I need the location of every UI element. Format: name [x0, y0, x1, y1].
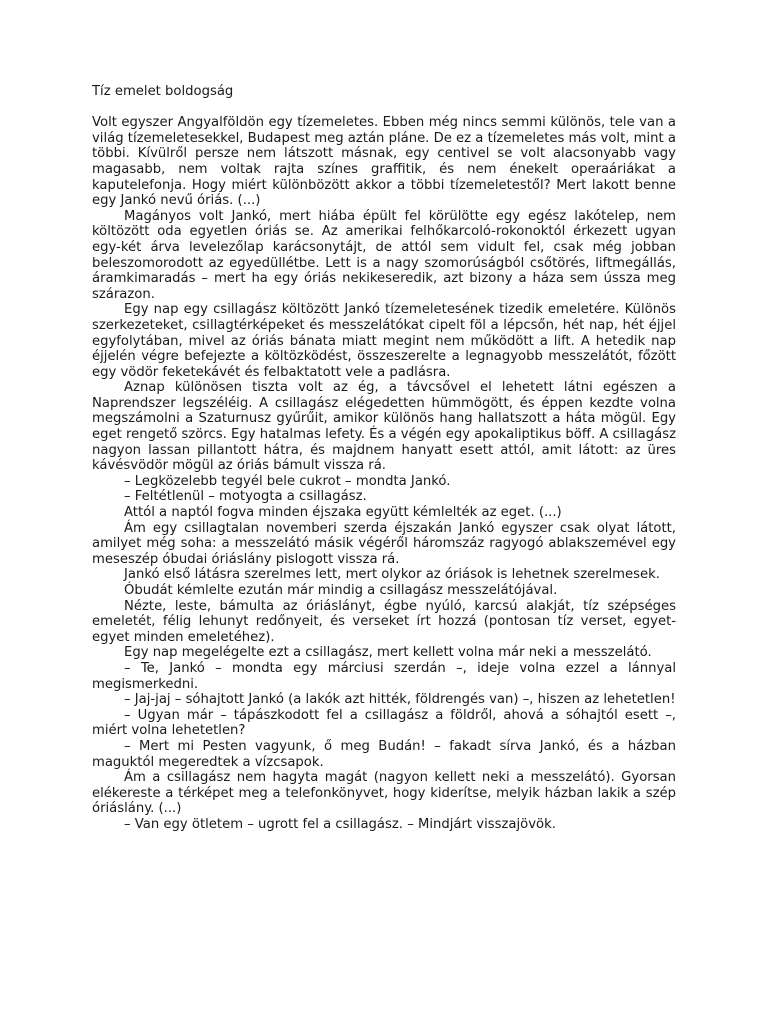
paragraph: Magányos volt Jankó, mert hiába épült fel körülötte egy egész lakótelep, nem költözött oda egyetlen óriás se. Az amerikai felhőkarcoló-rokonoktól érkezett ugyan egy-két árva levelezőlap karácsonytájt, de attól sem vidult fel, csak még jobban beleszomorodott az egyedüllétbe. Lett is a nagy szomorúságból csőtörés, liftmegállás, áramkimaradás – mert ha egy óriás nekikeseredik, azt bizony a háza sem ússza meg szárazon.	[92, 208, 676, 302]
document-body	[92, 84, 676, 833]
paragraph: Volt egyszer Angyalföldön egy tízemeletes. Ebben még nincs semmi különös, tele van a világ tízemeletesekkel, Budapest meg aztán pláne. De ez a tízemeletes más volt, mint a többi. Kívülről persze nem látszott másnak, egy centivel se volt alacsonyabb vagy magasabb, nem voltak rajta színes graffitik, és nem énekelt operaáriákat a kaputelefonja. Hogy miért különbözött akkor a többi tízemeletestől? Mert lakott benne egy Jankó nevű óriás. (...)	[92, 115, 676, 209]
paragraph: Attól a naptól fogva minden éjszaka együtt kémlelték az eget. (...)	[124, 505, 562, 521]
paragraph: Ám egy csillagtalan novemberi szerda éjszakán Jankó egyszer csak olyat látott, amilyet még soha: a messzelátó másik végéről háromszáz ragyogó ablakszemével egy meseszép óbudai óriáslány pislogott vissza rá.	[92, 520, 676, 567]
paragraph: – Van egy ötletem – ugrott fel a csillagász. – Mindjárt visszajövök.	[124, 816, 556, 832]
paragraph: – Ugyan már – tápászkodott fel a csillagász a földről, ahová a sóhajtól esett –, miért volna lehetetlen?	[92, 707, 676, 739]
paragraph: Aznap különösen tiszta volt az ég, a távcsővel el lehetett látni egészen a Naprendszer legszéléig. A csillagász elégedetten hümmögött, és éppen kezdte volna megszámolni a Szaturnusz gyűrűit, amikor különös hang hallatszott a háta mögül. Egy eget rengető szörcs. Egy hatalmas lefety. És a végén egy apokaliptikus böff. A csillagász nagyon lassan pillantott hátra, és majdnem hanyatt esett attól, amit látott: az üres kávésvödör mögül az óriás bámult vissza rá.	[92, 380, 676, 474]
paragraph: Nézte, leste, bámulta az óriáslányt, égbe nyúló, karcsú alakját, tíz szépséges emeletét, félig lehunyt redőnyeit, és verseket írt hozzá (pontosan tíz verset, egyet-egyet minden emeletéhez).	[92, 598, 676, 645]
paragraph: Jankó első látásra szerelmes lett, mert olykor az óriások is lehetnek szerelmesek.	[124, 567, 660, 583]
paragraph: – Te, Jankó – mondta egy márciusi szerdán –, ideje volna ezzel a lánnyal megismerkedni.	[92, 660, 676, 692]
paragraph: Egy nap megelégelte ezt a csillagász, mert kellett volna már neki a messzelátó.	[124, 645, 652, 661]
paragraph: – Feltétlenül – motyogta a csillagász.	[124, 489, 367, 505]
paragraph: – Legközelebb tegyél bele cukrot – mondta Jankó.	[124, 473, 451, 489]
paragraph: Óbudát kémlelte ezután már mindig a csillagász messzelátójával.	[124, 583, 558, 598]
paragraph: Egy nap egy csillagász költözött Jankó tízemeletesének tizedik emeletére. Különös szerkezeteket, csillagtérképeket és messzelátókat cipelt föl a lépcsőn, hét nap, hét éjjel egyfolytában, mivel az óriás bánata miatt megint nem működött a lift. A hetedik nap éjjelén végre befejezte a költözködést, összeszerelte a legnagyobb messzelátót, főzött egy vödör feketekávét és felbaktatott vele a padlásra.	[92, 302, 676, 380]
paragraph: – Mert mi Pesten vagyunk, ő meg Budán! – fakadt sírva Jankó, és a házban maguktól megeredtek a vízcsapok.	[92, 738, 676, 770]
paragraph: Ám a csillagász nem hagyta magát (nagyon kellett neki a messzelátó). Gyorsan elékereste a térképet meg a telefonkönyvet, hogy kiderítse, melyik házban lakik a szép óriáslány. (...)	[92, 770, 676, 817]
document-title: Tíz emelet boldogság	[92, 84, 234, 99]
paragraph: – Jaj-jaj – sóhajtott Jankó (a lakók azt hitték, földrengés van) –, hiszen az lehetetlen!	[124, 692, 676, 708]
